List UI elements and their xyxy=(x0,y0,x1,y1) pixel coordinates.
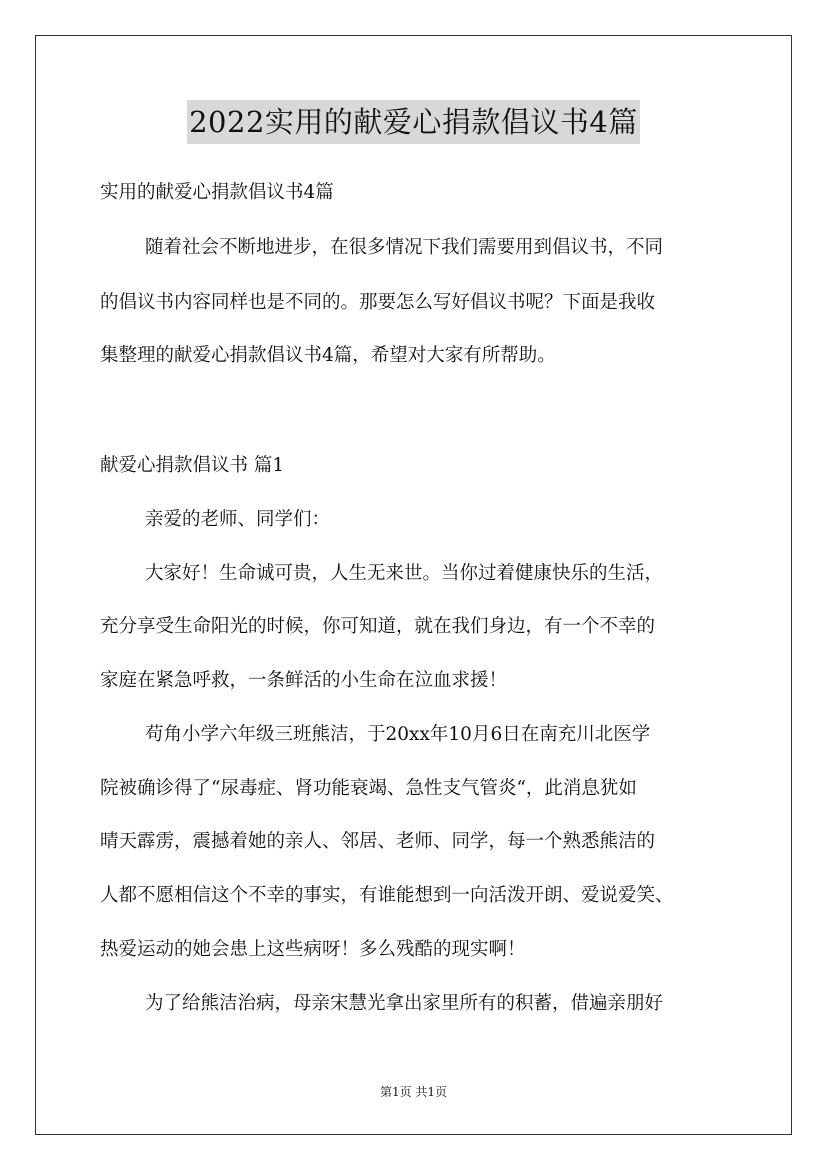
para2-line-1: 苟角小学六年级三班熊洁，于20xx年10月6日在南充川北医学 xyxy=(145,724,651,745)
para2-line-4: 人都不愿相信这个不幸的事实，有谁能想到一向活泼开朗、爱说爱笑、 xyxy=(100,885,674,906)
page-footer: 第1页 共1页 xyxy=(379,1085,448,1099)
title-wrap xyxy=(0,100,827,144)
intro-line-1: 随着社会不断地进步，在很多情况下我们需要用到倡议书，不同 xyxy=(145,237,664,258)
para1-line-2: 充分享受生命阳光的时候，你可知道，就在我们身边，有一个不幸的 xyxy=(100,616,656,637)
para2-line-2: 院被确诊得了“尿毒症、肾功能衰竭、急性支气管炎“，此消息犹如 xyxy=(100,778,637,799)
para2-line-3: 晴天霹雳，震撼着她的亲人、邻居、老师、同学，每一个熟悉熊洁的 xyxy=(100,831,656,852)
document-title: 2022实用的献爱心捐款倡议书4篇 xyxy=(187,100,640,144)
intro-line-2: 的倡议书内容同样也是不同的。那要怎么写好倡议书呢？下面是我收 xyxy=(100,292,656,313)
document-subtitle: 实用的献爱心捐款倡议书4篇 xyxy=(100,182,334,203)
para2-line-5: 热爱运动的她会患上这些病呀！多么残酷的现实啊！ xyxy=(100,939,526,960)
para3-line-1: 为了给熊洁治病，母亲宋慧光拿出家里所有的积蓄，借遍亲朋好 xyxy=(145,993,664,1014)
greeting: 亲爱的老师、同学们： xyxy=(145,509,331,530)
para1-line-1: 大家好！生命诚可贵，人生无来世。当你过着健康快乐的生活， xyxy=(145,563,664,584)
intro-line-3: 集整理的献爱心捐款倡议书4篇，希望对大家有所帮助。 xyxy=(100,345,556,366)
section-heading: 献爱心捐款倡议书 篇1 xyxy=(100,455,285,476)
para1-line-3: 家庭在紧急呼救，一条鲜活的小生命在泣血求援！ xyxy=(100,670,508,691)
